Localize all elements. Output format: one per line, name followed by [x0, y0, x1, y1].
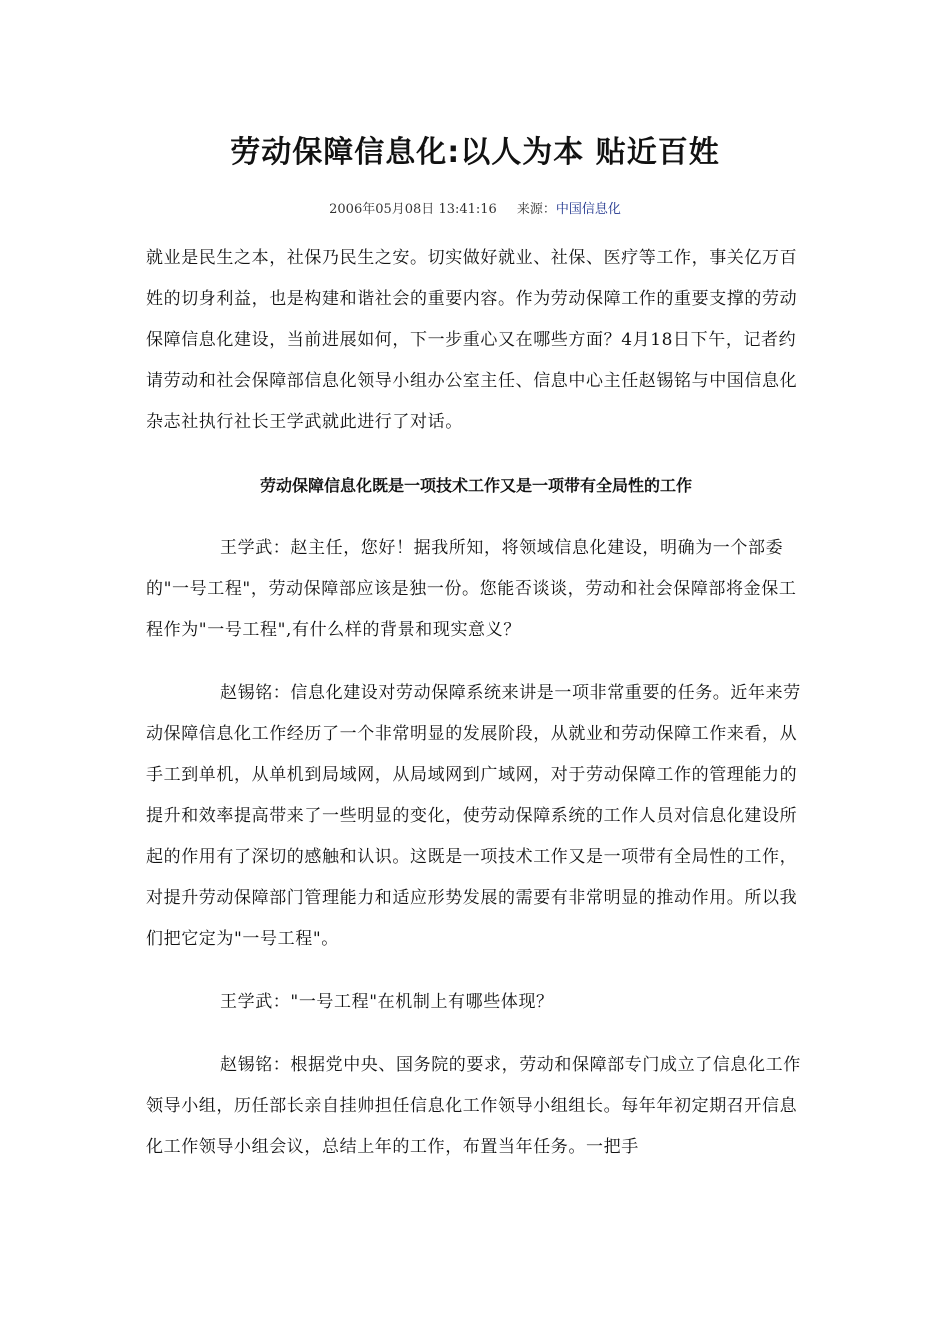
dialogue-paragraph: 王学武："一号工程"在机制上有哪些体现？: [220, 992, 554, 1012]
article-meta: [0, 201, 950, 219]
dialogue-paragraph: 赵锡铭：根据党中央、国务院的要求，劳动和保障部专门成立了信息化工作领导小组，历任部长亲自挂帅担任信息化工作领导小组组长。每年年初定期召开信息化工作领导小组会议，总结上年的工作，布置当年任务。一把手: [146, 1055, 801, 1157]
publish-date: 2006年05月08日 13:41:16: [329, 202, 497, 217]
dialogue-paragraph: 赵锡铭：信息化建设对劳动保障系统来讲是一项非常重要的任务。近年来劳动保障信息化工作经历了一个非常明显的发展阶段，从就业和劳动保障工作来看，从手工到单机，从单机到局域网，从局域网到广域网，对于劳动保障工作的管理能力的提升和效率提高带来了一些明显的变化，使劳动保障系统的工作人员对信息化建设所起的作用有了深切的感触和认识。这既是一项技术工作又是一项带有全局性的工作，对提升劳动保障部门管理能力和适应形势发展的需要有非常明显的推动作用。所以我们把它定为"一号工程"。: [146, 683, 801, 949]
dialogue-paragraph: 王学武：赵主任，您好！据我所知，将领域信息化建设，明确为一个部委的"一号工程"，劳动保障部应该是独一份。您能否谈谈，劳动和社会保障部将金保工程作为"一号工程",有什么样的背景和现实意义？: [146, 538, 797, 640]
article-body: [146, 238, 806, 1168]
article-title: 劳动保障信息化:以人为本 贴近百姓: [230, 135, 720, 170]
intro-paragraph: 就业是民生之本，社保乃民生之安。切实做好就业、社保、医疗等工作，事关亿万百姓的切身利益，也是构建和谐社会的重要内容。作为劳动保障工作的重要支撑的劳动保障信息化建设，当前进展如何，下一步重心又在哪些方面？4月18日下午，记者约请劳动和社会保障部信息化领导小组办公室主任、信息中心主任赵锡铭与中国信息化杂志社执行社长王学武就此进行了对话。: [146, 248, 798, 432]
source-link[interactable]: 中国信息化: [555, 202, 621, 217]
section-heading: 劳动保障信息化既是一项技术工作又是一项带有全局性的工作: [259, 476, 692, 495]
source-label: 来源：: [516, 202, 556, 217]
